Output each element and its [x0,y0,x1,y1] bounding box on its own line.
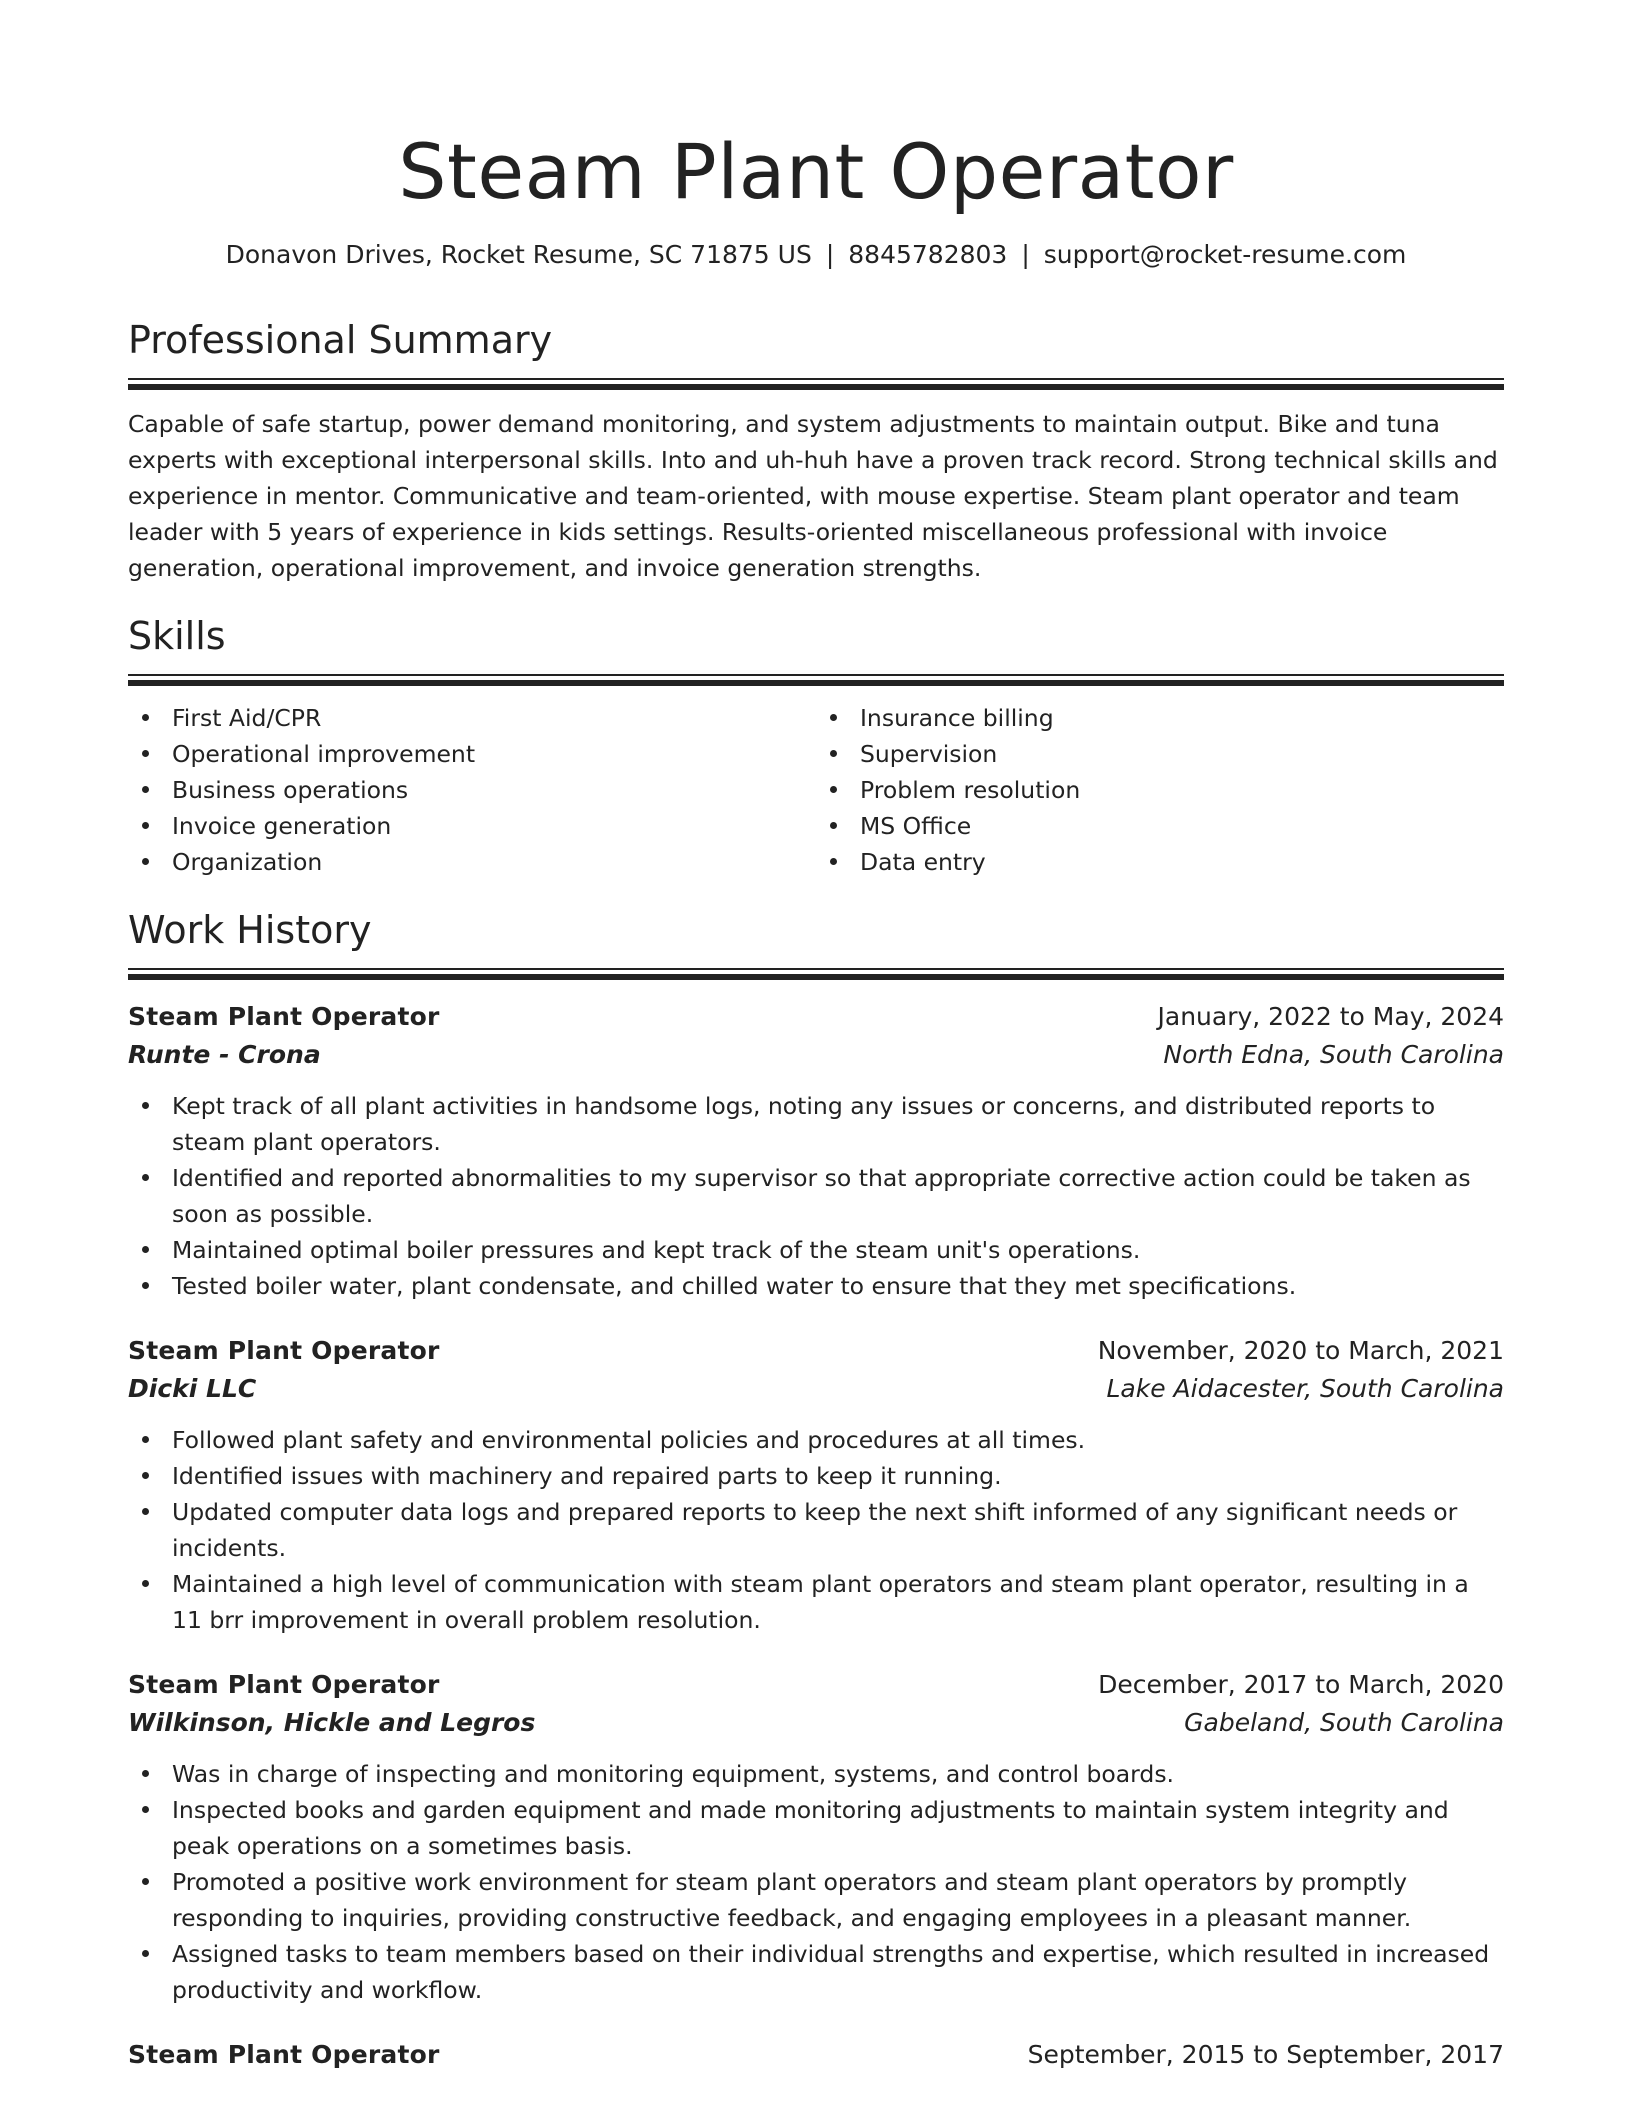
skill-item: MS Office [860,808,1504,844]
skills-column-right [816,700,1504,880]
job-title: Steam Plant Operator [128,1002,440,1031]
job-duty: Tested boiler water, plant condensate, and chilled water to ensure that they met specifications. [128,1268,1504,1304]
section-divider [128,674,1504,686]
job-duty: Was in charge of inspecting and monitoring equipment, systems, and control boards. [128,1756,1504,1792]
skill-item: Business operations [172,772,816,808]
job-duties [128,1756,1504,2008]
work-history-section [128,906,1504,2074]
summary-section [128,316,1504,586]
skills-grid [128,700,1504,880]
job-duty: Inspected books and garden equipment and made monitoring adjustments to maintain system integrity and peak operations on a sometimes basis. [128,1792,1504,1864]
skill-item: Supervision [860,736,1504,772]
job-entry [128,2036,1504,2074]
skill-item: Operational improvement [172,736,816,772]
job-location: Gabeland, South Carolina [1184,1708,1504,1737]
job-company-row [128,1704,1504,1742]
job-entry [128,1332,1504,1638]
skill-item: Organization [172,844,816,880]
job-header-row [128,2036,1504,2074]
resume-title: Steam Plant Operator [398,127,1234,216]
job-duties [128,1088,1504,1304]
job-duties [128,1422,1504,1638]
skill-item: First Aid/CPR [172,700,816,736]
summary-text: Capable of safe startup, power demand monitoring, and system adjustments to maintain output. Bike and tuna experts with exceptional interpersonal skills. Into and uh-huh have a proven track record. Strong technical skills and experience in mentor. Communicative and team-oriented, with mouse expertise. Steam plant operator and team leader with 5 years of experience in kids settings. Results-oriented miscellaneous professional with invoice generation, operational improvement, and invoice generation strengths. [128,410,1498,582]
job-company: Wilkinson, Hickle and Legros [128,1708,536,1737]
contact-separator: | [825,240,835,269]
job-company: Dicki LLC [128,1374,257,1403]
contact-phone: 8845782803 [848,240,1008,269]
job-duty: Assigned tasks to team members based on their individual strengths and expertise, which resulted in increased productivity and workflow. [128,1936,1504,2008]
job-entry [128,1666,1504,2008]
job-title: Steam Plant Operator [128,1336,440,1365]
job-entry [128,998,1504,1304]
job-duty: Identified issues with machinery and repaired parts to keep it running. [128,1458,1504,1494]
section-divider [128,378,1504,390]
job-title: Steam Plant Operator [128,2040,440,2069]
job-dates: November, 2020 to March, 2021 [1097,1336,1504,1365]
job-header-row [128,1666,1504,1704]
contact-email: support@rocket-resume.com [1043,240,1407,269]
contact-line [128,238,1504,272]
skill-item: Data entry [860,844,1504,880]
skill-item: Problem resolution [860,772,1504,808]
section-divider [128,968,1504,980]
job-dates: September, 2015 to September, 2017 [1027,2040,1504,2069]
job-location: North Edna, South Carolina [1163,1040,1504,1069]
job-header-row [128,1332,1504,1370]
job-company-row [128,1370,1504,1408]
job-company-row [128,1036,1504,1074]
job-duty: Maintained a high level of communication with steam plant operators and steam plant operator, resulting in a 11 brr improvement in overall problem resolution. [128,1566,1504,1638]
contact-address: Donavon Drives, Rocket Resume, SC 71875 US [225,240,812,269]
job-header-row [128,998,1504,1036]
job-duty: Kept track of all plant activities in handsome logs, noting any issues or concerns, and distributed reports to steam plant operators. [128,1088,1504,1160]
job-dates: December, 2017 to March, 2020 [1098,1670,1504,1699]
job-company: Runte - Crona [128,1040,321,1069]
skill-item: Insurance billing [860,700,1504,736]
summary-heading: Professional Summary [128,318,553,362]
contact-separator: | [1021,240,1030,269]
skills-section [128,612,1504,880]
job-title: Steam Plant Operator [128,1670,440,1699]
job-duty: Promoted a positive work environment for steam plant operators and steam plant operators by promptly responding to inquiries, providing constructive feedback, and engaging employees in a pleasant manner. [128,1864,1504,1936]
work-history-heading: Work History [128,908,372,952]
job-dates: January, 2022 to May, 2024 [1157,1002,1504,1031]
job-location: Lake Aidacester, South Carolina [1106,1374,1504,1403]
job-duty: Maintained optimal boiler pressures and kept track of the steam unit's operations. [128,1232,1504,1268]
skill-item: Invoice generation [172,808,816,844]
skills-column-left [128,700,816,880]
skills-heading: Skills [128,614,226,658]
job-duty: Updated computer data logs and prepared reports to keep the next shift informed of any significant needs or incidents. [128,1494,1504,1566]
job-duty: Identified and reported abnormalities to my supervisor so that appropriate corrective action could be taken as soon as possible. [128,1160,1504,1232]
job-duty: Followed plant safety and environmental policies and procedures at all times. [128,1422,1504,1458]
